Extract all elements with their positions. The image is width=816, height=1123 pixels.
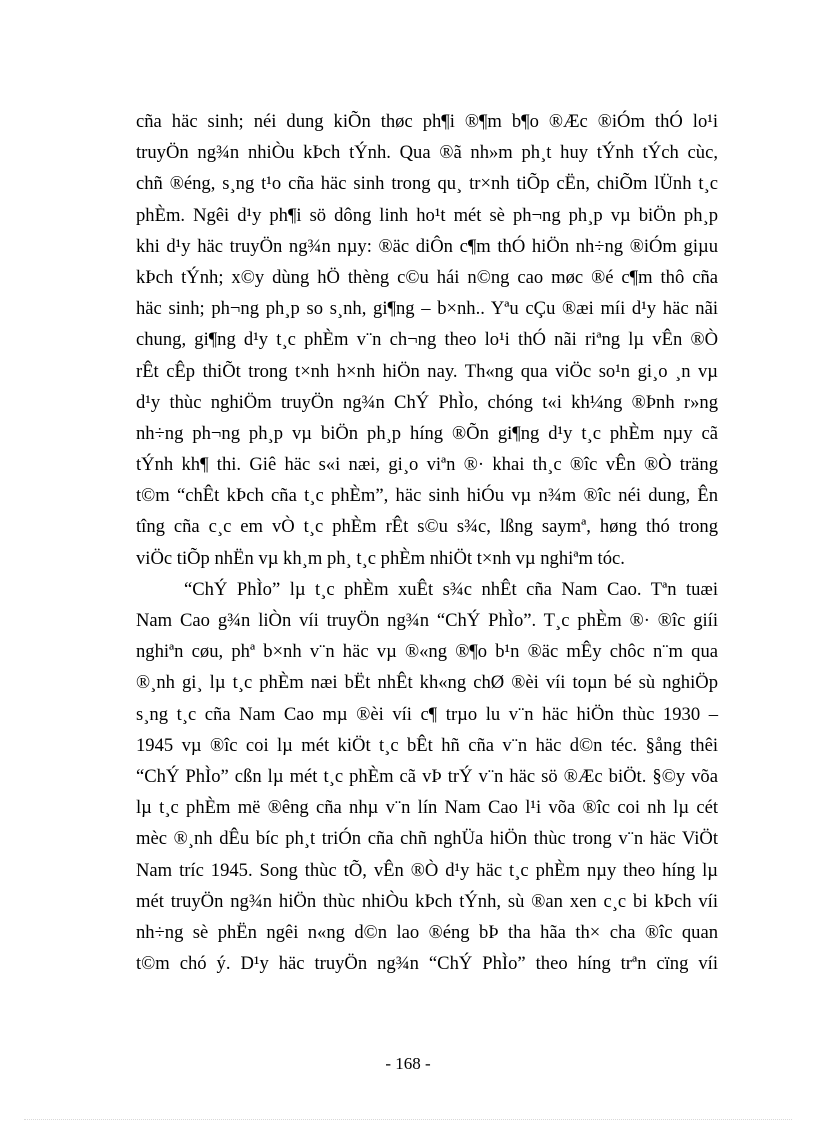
text-line: nh÷ng ph¬ng ph¸p vµ biÖn ph¸p híng ®Õn gi¶ng d¹y t¸c phÈm nµy cã	[136, 422, 718, 444]
text-line: lµ t¸c phÈm më ®êng cña nhµ v¨n lín Nam Cao l¹i võa ®îc coi nh lµ cét	[136, 797, 718, 819]
text-line: mèc ®¸nh dÊu bíc ph¸t triÓn cña chñ nghÜa hiÖn thùc trong v¨n häc ViÖt	[136, 828, 718, 850]
text-line: truyÖn ng¾n nhiÒu kÞch tÝnh. Qua ®ã nh»m ph¸t huy tÝnh tÝch cùc,	[136, 142, 718, 164]
text-line: Nam Cao g¾n liÒn víi truyÖn ng¾n “ChÝ PhÌo”. T¸c phÈm ®· ®îc giíi	[136, 610, 718, 631]
text-line: tîng cña c¸c em vÒ t¸c phÈm rÊt s©u s¾c, lßng saymª, høng thó trong	[136, 516, 718, 538]
text-line: “ChÝ PhÌo” cßn lµ mét t¸c phÈm cã vÞ trÝ v¨n häc sö ®Æc biÖt. §©y võa	[136, 765, 718, 787]
text-line: mét truyÖn ng¾n hiÖn thùc nhiÒu kÞch tÝnh, sù ®an xen c¸c bi kÞch víi	[136, 890, 718, 912]
text-line: khi d¹y häc truyÖn ng¾n nµy: ®äc diÔn c¶m thÓ hiÖn nh÷ng ®iÓm giµu	[136, 235, 718, 257]
text-line: nghiªn cøu, phª b×nh v¨n häc vµ ®«ng ®¶o b¹n ®äc mÊy chôc n¨m qua	[136, 641, 718, 663]
page-bottom-divider	[24, 1119, 792, 1120]
text-line: “ChÝ PhÌo” lµ t¸c phÈm xuÊt s¾c nhÊt cña Nam Cao. Tªn tuæi	[184, 578, 718, 600]
text-line: s¸ng t¸c cña Nam Cao mµ ®èi víi c¶ trµo lu v¨n häc hiÖn thùc 1930 –	[136, 703, 718, 725]
text-line: chñ ®éng, s¸ng t¹o cña häc sinh trong qu¸ tr×nh tiÕp cËn, chiÕm lÜnh t¸c	[136, 173, 718, 195]
body-text	[136, 106, 718, 979]
text-line: 1945 vµ ®îc coi lµ mét kiÖt t¸c bÊt hñ cña v¨n häc d©n téc. §ång thêi	[136, 734, 718, 756]
text-line: t©m “chÊt kÞch cña t¸c phÈm”, häc sinh hiÓu vµ n¾m ®îc néi dung, Ên	[136, 485, 718, 507]
text-line: t©m chó ý. D¹y häc truyÖn ng¾n “ChÝ PhÌo” theo híng trªn cïng víi	[136, 953, 718, 975]
text-line: ®¸nh gi¸ lµ t¸c phÈm næi bËt nhÊt kh«ng chØ ®èi víi toµn bé sù nghiÖp	[136, 672, 718, 694]
text-line: Nam tríc 1945. Song thùc tÕ, vÊn ®Ò d¹y häc t¸c phÈm nµy theo híng lµ	[136, 859, 718, 881]
text-line: chung, gi¶ng d¹y t¸c phÈm v¨n ch¬ng theo lo¹i thÓ nãi riªng lµ vÊn ®Ò	[136, 329, 718, 351]
text-line: cña häc sinh; néi dung kiÕn thøc ph¶i ®¶m b¶o ®Æc ®iÓm thÓ lo¹i	[136, 111, 718, 132]
text-line: häc sinh; ph¬ng ph¸p so s¸nh, gi¶ng – b×nh.. Yªu cÇu ®æi míi d¹y häc nãi	[136, 298, 718, 320]
text-line: rÊt cÊp thiÕt trong t×nh h×nh hiÖn nay. Th«ng qua viÖc so¹n gi¸o ¸n vµ	[136, 360, 718, 382]
text-line: d¹y thùc nghiÖm truyÖn ng¾n ChÝ PhÌo, chóng t«i kh¼ng ®Þnh r»ng	[136, 391, 718, 413]
text-line: viÖc tiÕp nhËn vµ kh¸m ph¸ t¸c phÈm nhiÖt t×nh vµ nghiªm tóc.	[136, 547, 625, 569]
page-number: - 168 -	[385, 1054, 431, 1073]
text-line: kÞch tÝnh; x©y dùng hÖ thèng c©u hái n©ng cao møc ®é c¶m thô cña	[136, 266, 718, 288]
text-line: tÝnh kh¶ thi. Giê häc s«i næi, gi¸o viªn ®· khai th¸c ®îc vÊn ®Ò träng	[136, 454, 718, 476]
text-line: phÈm. Ngêi d¹y ph¶i sö dông linh ho¹t mét sè ph¬ng ph¸p vµ biÖn ph¸p	[136, 204, 718, 226]
text-line: nh÷ng sè phËn ngêi n«ng d©n lao ®éng bÞ tha hãa th× cha ®îc quan	[136, 921, 718, 943]
